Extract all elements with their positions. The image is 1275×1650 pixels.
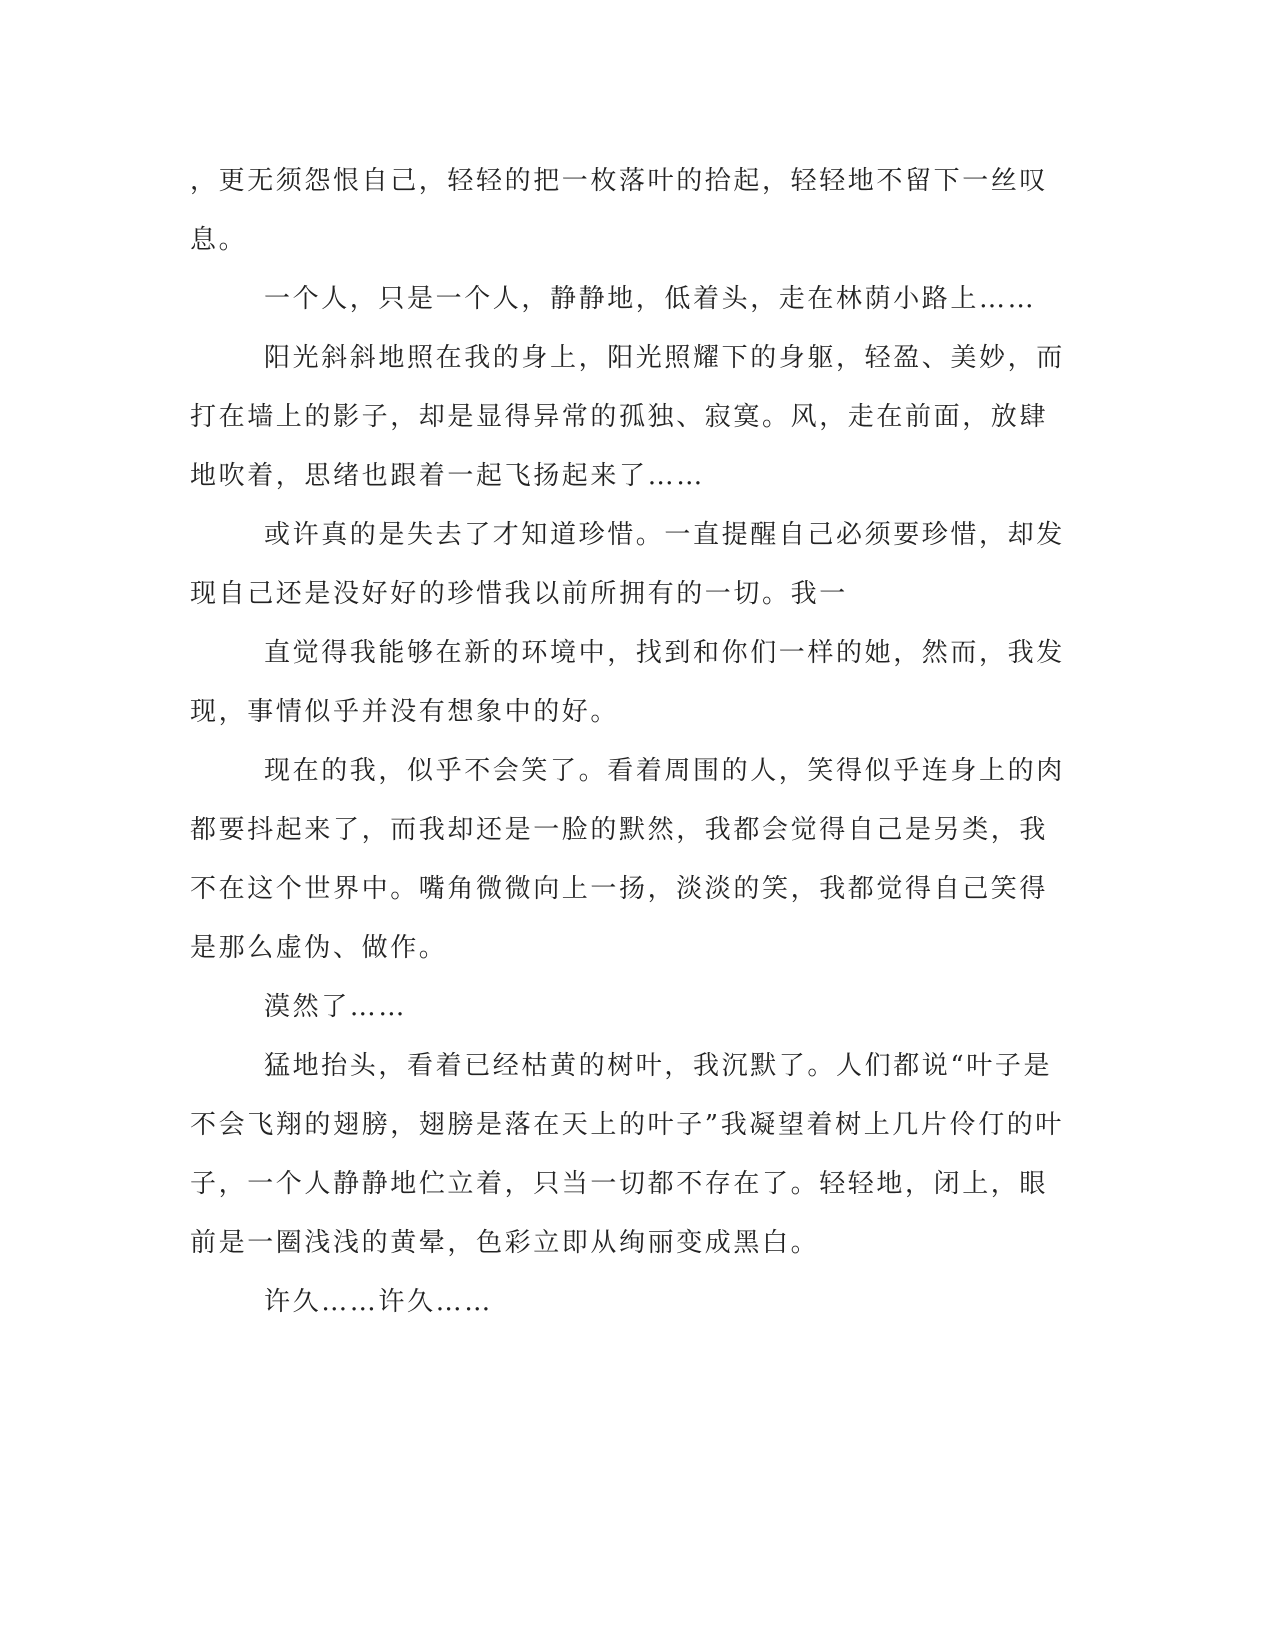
- text-line-2: 息。: [190, 225, 248, 255]
- text-line-18: 子，一个人静静地伫立着，只当一切都不存在了。轻轻地，闭上，眼: [190, 1169, 1049, 1199]
- text-line-13: 不在这个世界中。嘴角微微向上一扬，淡淡的笑，我都觉得自己笑得: [190, 874, 1049, 904]
- text-line-5: 打在墙上的影子，却是显得异常的孤独、寂寞。风，走在前面，放肆: [190, 402, 1049, 432]
- text-line-1: ，更无须怨恨自己，轻轻的把一枚落叶的拾起，轻轻地不留下一丝叹: [190, 166, 1049, 196]
- text-line-8: 现自己还是没好好的珍惜我以前所拥有的一切。我一: [190, 579, 848, 609]
- text-line-20: 许久……许久……: [264, 1287, 493, 1317]
- text-line-19: 前是一圈浅浅的黄晕，色彩立即从绚丽变成黑白。: [190, 1228, 820, 1258]
- text-line-9: 直觉得我能够在新的环境中，找到和你们一样的她，然而，我发: [264, 638, 1065, 668]
- text-line-12: 都要抖起来了，而我却还是一脸的默然，我都会觉得自己是另类，我: [190, 815, 1049, 845]
- text-line-14: 是那么虚伪、做作。: [190, 933, 448, 963]
- text-line-10: 现，事情似乎并没有想象中的好。: [190, 697, 620, 727]
- text-line-7: 或许真的是失去了才知道珍惜。一直提醒自己必须要珍惜，却发: [264, 520, 1065, 550]
- text-line-11: 现在的我，似乎不会笑了。看着周围的人，笑得似乎连身上的肉: [264, 756, 1065, 786]
- text-line-4: 阳光斜斜地照在我的身上，阳光照耀下的身躯，轻盈、美妙，而: [264, 343, 1065, 373]
- text-line-3: 一个人，只是一个人，静静地，低着头，走在林荫小路上……: [264, 284, 1037, 314]
- text-line-17: 不会飞翔的翅膀，翅膀是落在天上的叶子”我凝望着树上几片伶仃的叶: [190, 1110, 1064, 1140]
- text-line-15: 漠然了……: [264, 992, 408, 1022]
- text-line-16: 猛地抬头，看着已经枯黄的树叶，我沉默了。人们都说“叶子是: [264, 1051, 1053, 1081]
- text-line-6: 地吹着，思绪也跟着一起飞扬起来了……: [190, 461, 705, 491]
